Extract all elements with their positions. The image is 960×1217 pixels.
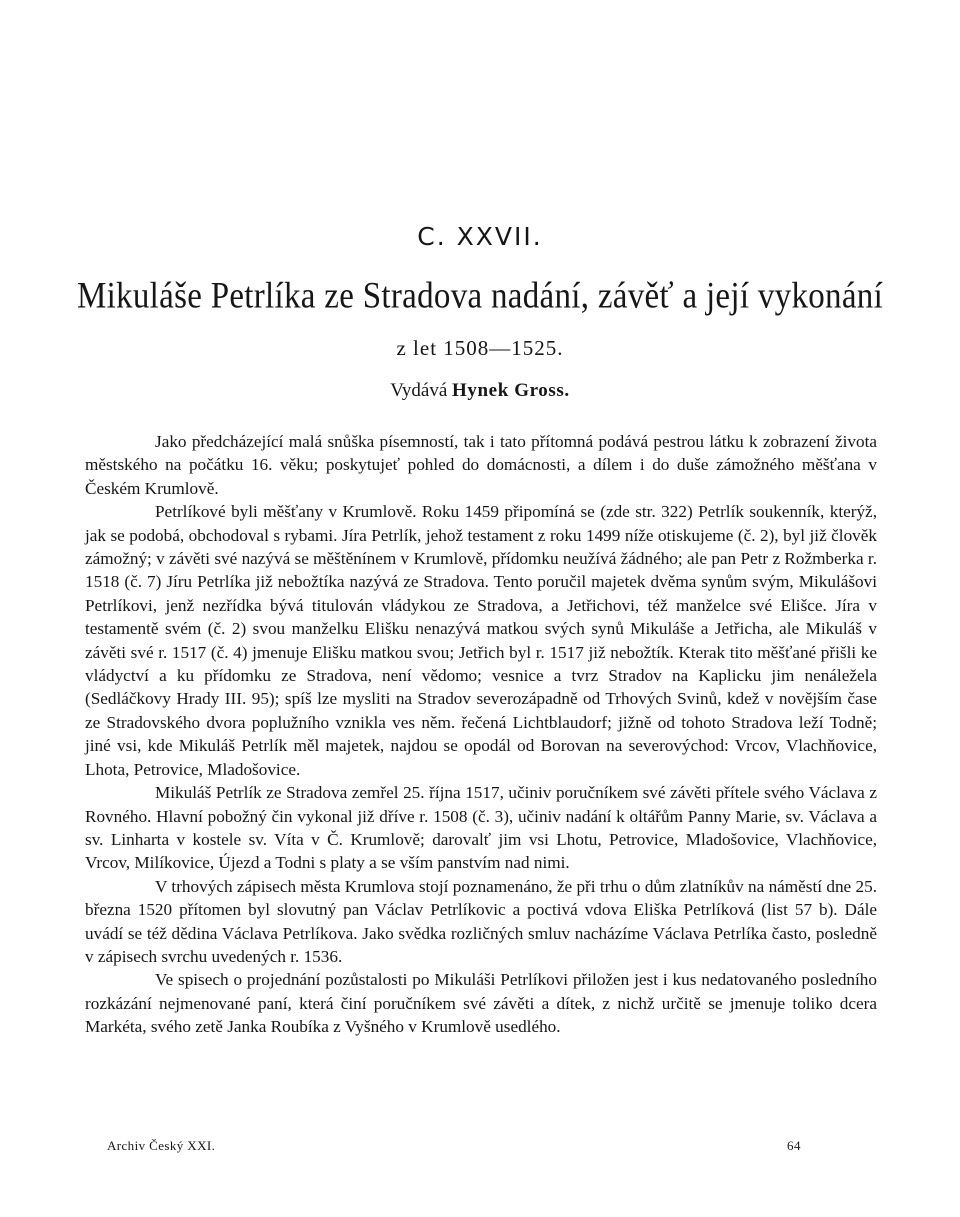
paragraph: Ve spisech o projednání pozůstalosti po Mikuláši Petrlíkovi přiložen jest i kus nedatovaného posledního rozkázání nejmenované paní, která činí poručníkem své závěti a dítek, z nichž určitě se jmenuje toliko dcera Markéta, svého zetě Janka Roubíka z Vyšného v Krumlově usedlého. xyxy=(85,970,877,1037)
page-number: 64 xyxy=(787,1138,801,1153)
editor-line xyxy=(0,380,960,402)
paragraph: Mikuláš Petrlík ze Stradova zemřel 25. října 1517, učiniv poručníkem své závěti přítele svého Václava z Rovného. Hlavní pobožný čin vykonal již dříve r. 1508 (č. 3), učiniv nadání k oltářům Panny Marie, sv. Václava a sv. Linharta v kostele sv. Víta v Č. Krumlově; darovalť jim vsi Lhotu, Petrovice, Mladošovice, Vlachňovice, Vrcov, Milíkovice, Újezd a Todni s platy a se vším panstvím nad nimi. xyxy=(85,783,877,873)
document-title: Mikuláše Petrlíka ze Stradova nadání, závěť a její vykonání xyxy=(76,276,884,317)
journal-name: Archiv Český XXI. xyxy=(107,1138,216,1153)
editor-prefix: Vydává xyxy=(390,380,448,401)
editor-name: Hynek Gross. xyxy=(452,380,570,401)
section-number: C. XXVII. xyxy=(417,222,543,251)
body-text xyxy=(85,430,877,1039)
paragraph: Jako předcházející malá snůška písemností, tak i tato přítomná podává pestrou látku k zobrazení života městského na počátku 16. věku; poskytujeť pohled do domácnosti, a dílem i do duše zámožného měšťana v Českém Krumlově. xyxy=(85,432,877,498)
page-footer xyxy=(107,1138,807,1158)
paragraph: V trhových zápisech města Krumlova stojí poznamenáno, že při trhu o dům zlatníkův na náměstí dne 25. března 1520 přítomen byl slovutný pan Václav Petrlíkovic a poctivá vdova Eliška Petrlíková (list 57 b). Dále uvádí se též dědina Václava Petrlíkova. Jako svědka rozličných smluv nacházíme Václava Petrlíka často, posledně v zápisech svrchu uvedených r. 1536. xyxy=(85,876,877,966)
document-subtitle: z let 1508—1525. xyxy=(396,336,564,360)
paragraph: Petrlíkové byli měšťany v Krumlově. Roku 1459 připomíná se (zde str. 322) Petrlík soukenník, kterýž, jak se podobá, obchodoval s rybami. Jíra Petrlík, jehož testament z roku 1499 níže otiskujeme (č. 2), byl již člověk zámožný; v závěti své nazývá se měštěnínem v Krumlově, přídomku neužívá žádného; ale pan Petr z Rožmberka r. 1518 (č. 7) Jíru Petrlíka již nebožtíka nazývá ze Stradova. Tento poručil majetek dvěma synům svým, Mikulášovi Petrlíkovi, jenž nezřídka bývá titulován vládykou ze Stradova, a Jetřichovi, též manželce své Elišce. Jíra v testamentě svém (č. 2) svou manželku Elišku nenazývá matkou svých synů Mikuláše a Jetřicha, ale Mikuláš v závěti své r. 1517 (č. 4) jmenuje Elišku matkou svou; Jetřich byl r. 1517 již nebožtík. Kterak tito měšťané přišli ke vládyctví a ku přídomku ze Stradova, není vědomo; vesnice a tvrz Stradov na Kaplicku jim nenáležela (Sedláčkovy Hrady III. 95); spíš lze mysliti na Stradov severozápadně od Trhových Svinů, kdež v novějším čase ze Stradovského dvora poplužního vznikla ves něm. řečená Lichtblaudorf; jižně od tohoto Stradova leží Todně; jiné vsi, kde Mikuláš Petrlík měl majetek, najdou se opodál od Borovan na severovýchod: Vrcov, Vlachňovice, Lhota, Petrovice, Mladošovice. xyxy=(85,502,877,779)
